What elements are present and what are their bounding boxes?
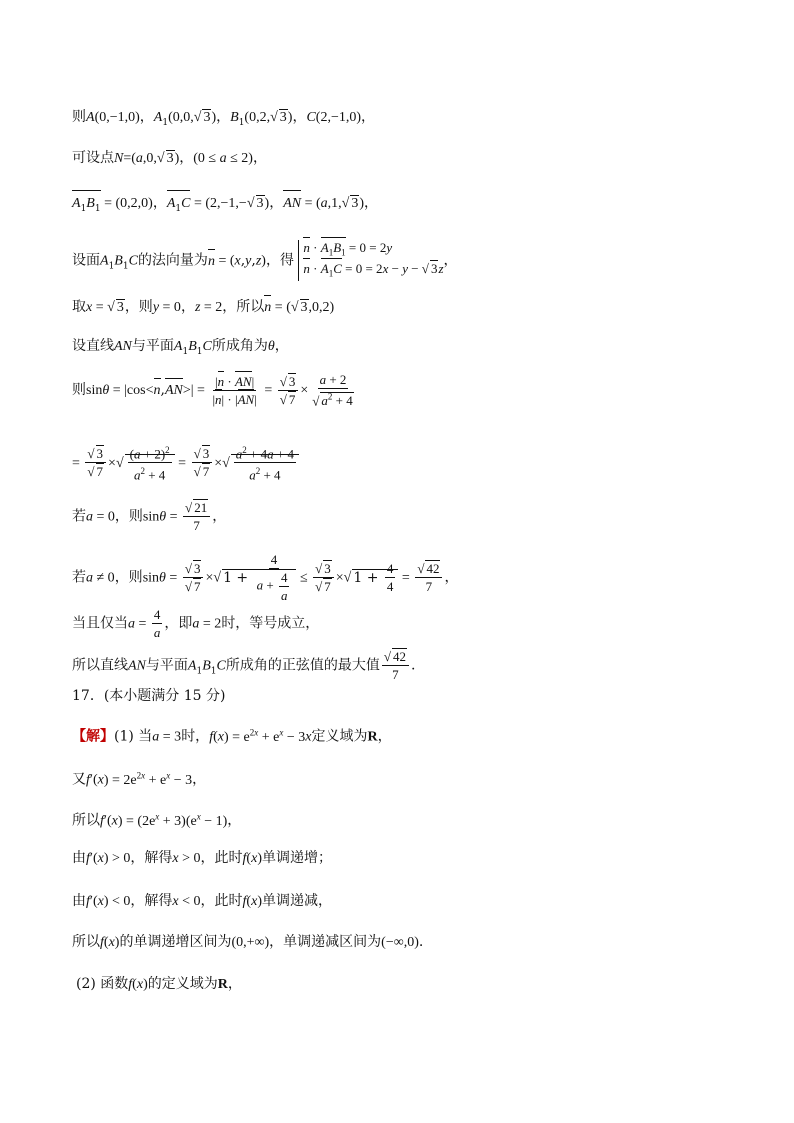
solution-tag: 【解】 <box>72 728 114 745</box>
solution-line-decreasing: 由f′(x) < 0，解得x < 0，此时f(x)单调递减， <box>72 893 332 909</box>
solution-line-increasing: 由f′(x) > 0，解得x > 0，此时f(x)单调递增； <box>72 850 332 866</box>
solution-line-point-n: 可设点N=(a,0,√ 3)，(0 ≤ a ≤ 2)， <box>72 150 267 166</box>
solution-line-angle-def: 设直线AN与平面$A_1B_1C$所成角为θ， <box>72 338 289 357</box>
solution-line-sin-simplify: = $\frac{√ 3}{√ 7}$ ×√ $\frac{(a + 2)^2}{a^2 + 4}$ = $\frac{√ 3}{√ 7}$ ×√ $\frac{a^2 + 4a + 4}{a^2 + 4}$ <box>72 443 299 483</box>
solution-line-case-a-zero: 若a = 0，则sinθ = $\frac{√ 21}{7}$ ， <box>72 500 227 533</box>
solution-line-normal-vector: 设面$A_1B_1C$的法向量为n = (x,y,z)，得 $n \cdot A_1B_1 = 0 = 2y$ $n \cdot A_1C = 0 = 2x - y$ − √ 3z ， <box>72 240 458 281</box>
solution-line-factor: 所以$f'(x) = (2e^x + 3)(e^x - 1)$， <box>72 811 242 829</box>
solution-line-intervals: 所以f(x)的单调递增区间为(0,+∞)，单调递减区间为(−∞,0). <box>72 934 424 950</box>
problem-17-heading: 17．(本小题满分 15 分) <box>72 688 226 704</box>
solution-line-case-a-nonzero: 若a ≠ 0，则sinθ = $\frac{√ 3}{√ 7}$ ×√ 1 + 4 a + $\frac{4}{a}$ ≤ $\frac{√ 3}{√ 7}$ ×√ 1 + $\frac{4}{4}$ = $\frac{√ 42}{7}$ ， <box>72 552 459 603</box>
solution-line-part1-setup: 【解】(1) 当a = 3时，$f(x) = e^{2x} + e^x - 3x$定义域为R， <box>72 727 392 745</box>
solution-line-vectors: $A_1B_1 = (0,2,0)$，$A_1C = (2,-1,-√$ 3)，AN = (a,1,√ 3)， <box>72 193 378 219</box>
solution-line-equality: 当且仅当a = $\frac{4}{a}$ ，即a = 2时，等号成立， <box>72 607 320 640</box>
solution-line-part2: (2) 函数f(x)的定义域为R， <box>76 976 242 992</box>
solution-line-derivative: 又$f'(x) = 2e^{2x} + e^x - 3$， <box>72 770 207 788</box>
solution-line-sin-formula: 则sinθ = |cos<n,AN>| = $\frac{|n \cdot AN|}{|n| \cdot |AN|}$ = $\frac{√ 3}{√ 7}$ × $\frac{a + 2}{√ a^2 + 4}$ <box>72 372 353 409</box>
solution-line-take-x: 取x = √ 3，则y = 0，z = 2，所以n = (√ 3,0,2) <box>72 297 334 318</box>
solution-line-coordinates: 则A(0,−1,0)，$A_1(0,0,√$ 3)，$B_1(0,2,√$ 3)，C(2,−1,0)， <box>72 109 376 128</box>
equation-system: $n \cdot A_1B_1 = 0 = 2y$ $n \cdot A_1C = 0 = 2x - y$ − √ 3z <box>298 240 443 281</box>
solution-line-conclusion: 所以直线AN与平面$A_1B_1C$所成角的正弦值的最大值 $\frac{√ 42}{7}$ . <box>72 649 416 682</box>
